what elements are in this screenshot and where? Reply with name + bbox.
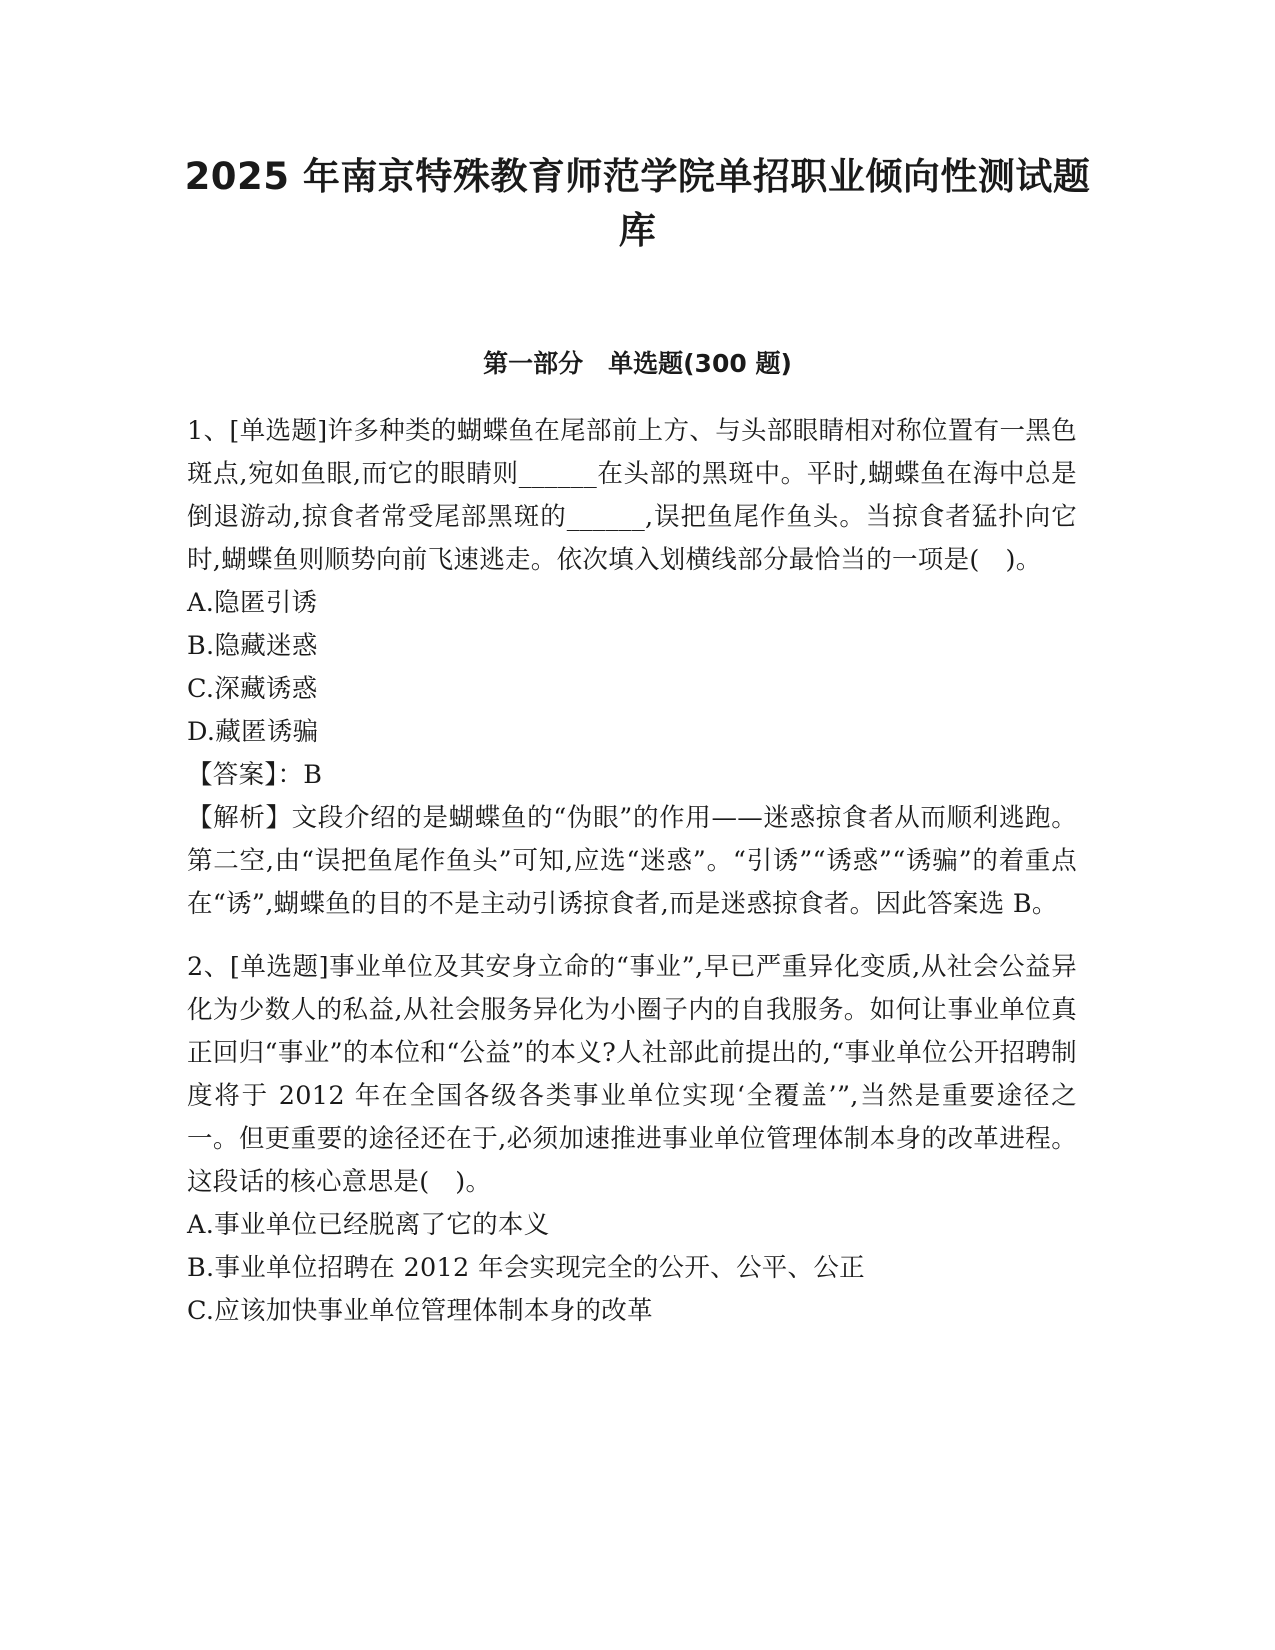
question-stem: 1、[单选题]许多种类的蝴蝶鱼在尾部前上方、与头部眼睛相对称位置有一黑色斑点,宛如鱼眼,而它的眼睛则______在头部的黑斑中。平时,蝴蝶鱼在海中总是倒退游动,掠食者常受尾部黑斑的______,误把鱼尾作鱼头。当掠食者猛扑向它时,蝴蝶鱼则顺势向前飞速逃走。依次填入划横线部分最恰当的一项是( )。 [187, 416, 1077, 575]
option-a: A.隐匿引诱 [187, 588, 318, 618]
option-c: C.应该加快事业单位管理体制本身的改革 [187, 1296, 653, 1326]
answer-line: 【答案】：B [187, 760, 323, 790]
option-b: B.事业单位招聘在 2012 年会实现完全的公开、公平、公正 [187, 1253, 865, 1283]
document-body [187, 410, 1077, 1333]
document-title: 2025 年南京特殊教育师范学院单招职业倾向性测试题库 [184, 155, 1091, 252]
option-b: B.隐藏迷惑 [187, 631, 318, 661]
question-stem: 2、[单选题]事业单位及其安身立命的“事业”,早已严重异化变质,从社会公益异化为少数人的私益,从社会服务异化为小圈子内的自我服务。如何让事业单位真正回归“事业”的本位和“公益”的本义?人社部此前提出的,“事业单位公开招聘制度将于 2012 年在全国各级各类事业单位实现‘全覆盖’”,当然是重要途径之一。但更重要的途径还在于,必须加速推进事业单位管理体制本身的改革进程。这段话的核心意思是( )。 [187, 952, 1077, 1197]
section-heading: 第一部分 单选题(300 题) [483, 349, 792, 378]
option-a: A.事业单位已经脱离了它的本义 [187, 1210, 550, 1240]
analysis-paragraph: 【解析】文段介绍的是蝴蝶鱼的“伪眼”的作用——迷惑掠食者从而顺利逃跑。第二空,由“误把鱼尾作鱼头”可知,应选“迷惑”。“引诱”“诱惑”“诱骗”的着重点在“诱”,蝴蝶鱼的目的不是主动引诱掠食者,而是迷惑掠食者。因此答案选 B。 [187, 803, 1077, 919]
option-c: C.深藏诱惑 [187, 674, 318, 704]
question-1 [187, 410, 1077, 926]
question-2 [187, 946, 1077, 1333]
option-d: D.藏匿诱骗 [187, 717, 319, 747]
